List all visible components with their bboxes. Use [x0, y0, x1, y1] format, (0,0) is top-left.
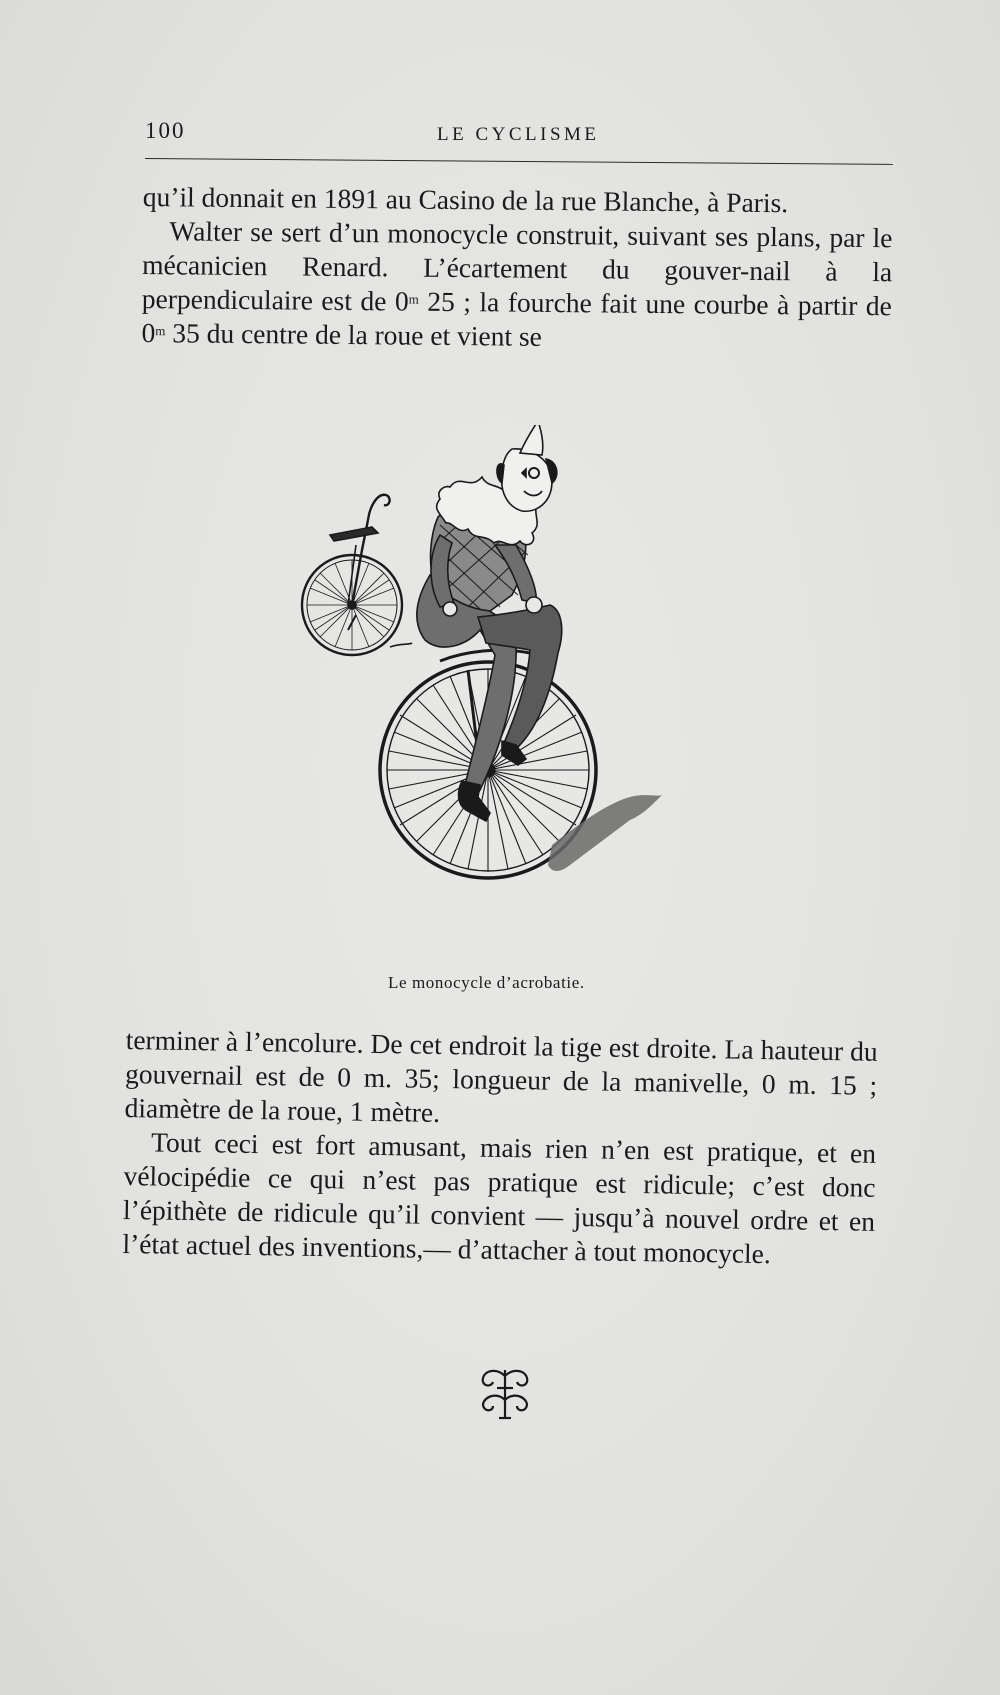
clown-rider	[417, 425, 562, 821]
unicycle-clown-illustration	[290, 425, 730, 965]
small-unicycle-drawing	[302, 495, 412, 655]
page-number: 100	[145, 118, 186, 143]
unit-superscript-1: m	[408, 291, 419, 307]
page-header	[145, 118, 890, 148]
text-block-top	[141, 180, 893, 357]
paragraph-3: terminer à l’encolure. De cet endroit la tige est droite. La hauteur du gouvernail est de 0 m. 35; longueur de la manivelle, 0 m. 15 ; diamètre de la roue, 1 mètre.	[124, 1023, 878, 1128]
paragraph-4: Tout ceci est fort amusant, mais rien n’en est pratique, et en vélocipédie ce qui n’est pas pratique est ridicule; c’est donc l’épithète de ridicule qu’il convient — jusqu’à nouvel ordre et en l’état actuel des inventions,— d’attacher à tout monocycle.	[122, 1126, 877, 1270]
running-title: LE CYCLISME	[437, 124, 600, 145]
header-rule	[145, 158, 893, 165]
paragraph-2-text-a: Walter se sert d’un monocycle construit, suivant ses plans, par le mécanicien Renard. L’écartement du gouver-nail à la perpendiculaire est de 0	[141, 215, 893, 317]
text-block-bottom	[122, 1023, 878, 1273]
figure-caption: Le monocycle d’acrobatie.	[388, 973, 585, 992]
ground-shadow	[548, 795, 662, 871]
paragraph-2-text-c: 35 du centre de la roue et vient se	[165, 317, 542, 352]
paragraph-2	[141, 214, 892, 357]
paragraph-1: qu’il donnait en 1891 au Casino de la rue Blanche, à Paris.	[142, 180, 789, 219]
paragraph-2-text-b: 25 ; la fourche fait une courbe à partir de 0	[141, 285, 892, 349]
unit-superscript-2: m	[155, 323, 166, 339]
fleuron-ornament	[475, 1366, 535, 1422]
